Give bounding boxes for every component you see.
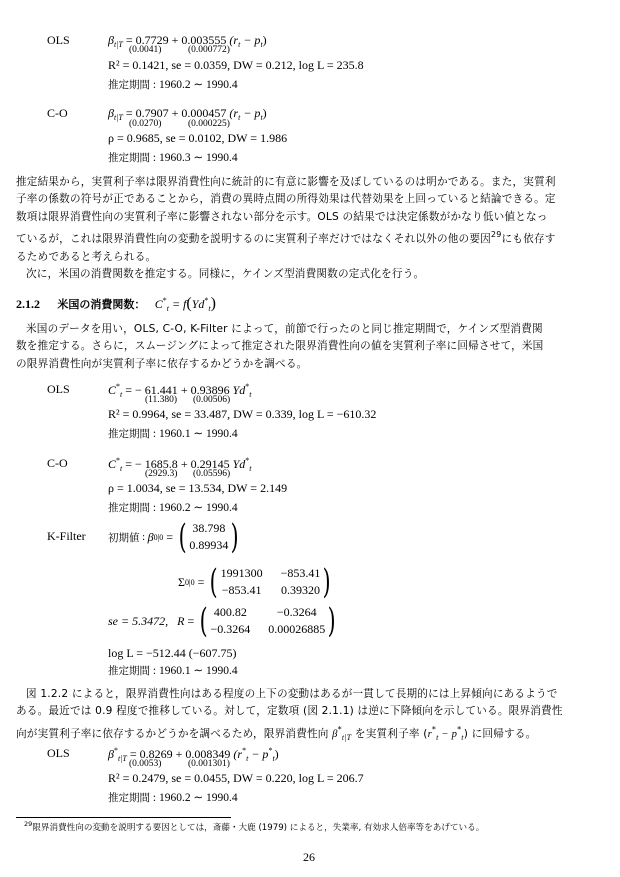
paragraph-2 [16, 321, 606, 373]
se-coef: (0.00506) [193, 395, 231, 405]
se-const: (2929.3) [145, 469, 178, 479]
text-line: 向が実質利子率に依存するかどうかを調べるため，限界消費性向 $\beta^*_{t|T}$ を実質利子率 $(r^*_t - p^*_t)$ に回帰する。 [16, 724, 537, 742]
stats: R² = 0.2479, se = 0.0455, DW = 0.220, log L = 206.7 [108, 771, 364, 785]
estimation-period: 推定期間 : 1960.2 ∼ 1990.4 [108, 79, 238, 91]
estimation-period: 推定期間 : 1960.3 ∼ 1990.4 [108, 152, 238, 164]
se-coef: (0.001301) [188, 759, 230, 769]
beta-vector: 38.798 0.89934 [189, 521, 229, 552]
text-line: ているが，これは限界消費性向の変動を説明するのに実質利子率だけではなくそれ以外の他の要因$^{29}$にも依存す [16, 230, 556, 246]
sigma-matrix: 1991300 −853.41 −853.41 0.39320 [220, 566, 321, 597]
text-line: 図 1.2.2 によると，限界消費性向はある程度の上下の変動はあるが一貫して長期的には上昇傾向にあるようで [26, 688, 558, 700]
method-label: OLS [47, 33, 70, 47]
paragraph-1 [16, 174, 606, 283]
se-coef: (0.000772) [188, 45, 230, 55]
stats: ρ = 1.0034, se = 13.534, DW = 2.149 [108, 481, 288, 495]
stats: R² = 0.9964, se = 33.487, DW = 0.339, log L = −610.32 [108, 407, 377, 421]
text-line: 次に，米国の消費関数を推定する。同様に，ケインズ型消費関数の定式化を行う。 [26, 268, 425, 281]
se-const: (11.380) [145, 395, 178, 405]
text-line: の限界消費性向が実質利子率に依存するかどうかを調べる。 [16, 357, 308, 370]
text-line: るためであると考えられる。 [16, 250, 157, 263]
estimation-period: 推定期間 : 1960.1 ∼ 1990.4 [108, 665, 238, 677]
footnote-ref[interactable]: 29 [490, 230, 502, 240]
paragraph-3 [16, 686, 606, 746]
se-const: (0.0270) [129, 119, 162, 129]
r-matrix-row: se = 5.3472, R = ( 400.82 −0.3264 −0.3264 0.00026885 ) [108, 601, 336, 641]
se-const: (0.0041) [129, 45, 162, 55]
stats: ρ = 0.9685, se = 0.0102, DW = 1.986 [108, 131, 288, 145]
text-line: 数を推定する。さらに，スムージングによって推定された限界消費性向の値を実質利子率に回帰させて，米国 [16, 340, 544, 353]
method-label: OLS [47, 382, 70, 396]
method-label: C-O [47, 456, 68, 470]
estimation-period: 推定期間 : 1960.2 ∼ 1990.4 [108, 502, 238, 514]
stats: R² = 0.1421, se = 0.0359, DW = 0.212, log L = 235.8 [108, 58, 364, 72]
text-line: 数項は限界消費性向の実質利子率に影響されない部分を示す。OLS の結果では決定係数がかなり低い値となっ [16, 210, 548, 223]
method-label: OLS [47, 746, 70, 760]
text-line: 推定結果から，実質利子率は限界消費性向に統計的に有意に影響を及ぼしているのは明かである。また，実質利 [16, 176, 556, 188]
method-label: K-Filter [47, 529, 86, 543]
equation: $C^*_t$ = − 61.441 + 0.93896 $Yd^*_t$ [108, 382, 252, 399]
equation: $C^*_t$ = − 1685.8 + 0.29145 $Yd^*_t$ [108, 456, 252, 473]
footnote-text: 限界消費性向の変動を説明する要因としては，斎藤・大鹿 (1979) によると，失業率, 有効求人倍率等をあげている。 [32, 823, 485, 833]
page-number: 26 [303, 850, 315, 864]
footnote-number: 29 [24, 820, 33, 828]
se-coef: (0.05596) [193, 469, 231, 479]
equation: $\beta_{t|T} = 0.7729 + 0.003555$ $(r_t - p_t)$ [108, 33, 267, 49]
text-line: 米国のデータを用い，OLS, C-O, K-Filter によって，前節で行ったのと同じ推定期間で，ケインズ型消費関 [26, 323, 543, 335]
text-line: 子率の係数の符号が正であることから，消費の異時点間の所得効果は代替効果を上回っていると結論できる。定 [16, 193, 556, 206]
initial-sigma: Σ 0|0 = ( 1991300 −853.41 −853.41 0.39320 ) [178, 562, 332, 602]
section-heading: 2.1.2 米国の消費関数： $C^*_t = f(Yd^*_t)$ [16, 295, 216, 313]
initial-beta: 初期値 : β 0|0 = ( 38.798 0.89934 ) [108, 517, 239, 557]
estimation-period: 推定期間 : 1960.2 ∼ 1990.4 [108, 792, 238, 804]
text-line: ある。最近では 0.9 程度で推移している。対して，定数項 (図 2.1.1) は逆に下降傾向を示している。限界消費性 [16, 705, 563, 718]
equation: $\beta_{t|T} = 0.7907 + 0.000457$ $(r_t - p_t)$ [108, 106, 267, 122]
r-matrix: 400.82 −0.3264 −0.3264 0.00026885 [210, 605, 326, 636]
log-likelihood: log L = −512.44 (−607.75) [108, 646, 237, 660]
se-const: (0.0053) [129, 759, 162, 769]
equation: $\beta^*_{t|T} = 0.8269 + 0.008349$ $(r^*_t - p^*_t)$ [108, 746, 279, 763]
estimation-period: 推定期間 : 1960.1 ∼ 1990.4 [108, 428, 238, 440]
se-coef: (0.000225) [188, 119, 230, 129]
method-label: C-O [47, 106, 68, 120]
footnote-rule [16, 817, 231, 818]
footnote [24, 820, 484, 833]
